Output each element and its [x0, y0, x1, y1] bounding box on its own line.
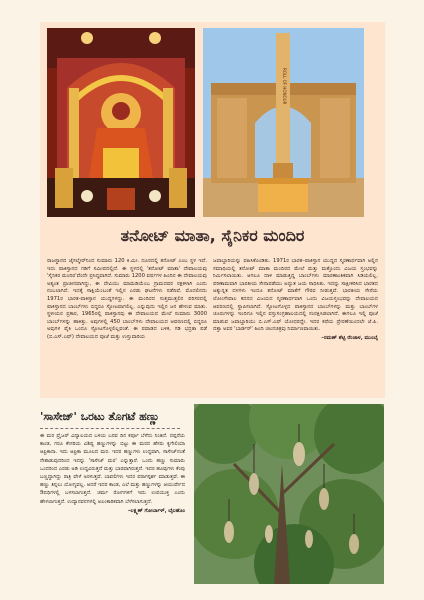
memorial-gate-photo [203, 28, 364, 217]
sausage-tree-body [40, 432, 185, 515]
article-left-column [47, 258, 207, 342]
sausage-tree-title [40, 410, 180, 428]
article-left-text: ರಾಜಸ್ಥಾನದ ಜೈಸಲ್ಮೇರ್‌ನಿಂದ ಸುಮಾರು 120 ಕಿ.ಮೀ. ದೂರದಲ್ಲಿ ತನೋಟ್ ಎಂಬ ಸ್ಥಳ ಇದೆ. ಇದು ಪಾಕಿಸ್ತಾನದ ಗಡಿಗೆ ಸಮೀಪದಲ್ಲಿದೆ. ಈ ಸ್ಥಳದಲ್ಲಿ 'ತನೋಟ್ ಮಾತಾ' ದೇವಾಲಯವು 'ಸೈನಿಕರ ಮಂದಿರ'ವೆಂದೇ ಪ್ರಸಿದ್ಧವಾಗಿದೆ. ಸುಮಾರು 1200 ವರ್ಷಗಳ ಹಿಂದಿನ ಈ ದೇವಾಲಯವು ಅತ್ಯಂತ ಪ್ರಾಚೀನವಾಗಿದ್ದು, ಈ ದೇವಿಯು ಮಾಮಡಿಯೆಂಬ ಗ್ರಾಮದವರ ರಕ್ಷಕಳಾಗಿ ಎಂದು ನಂಬಲಾಗಿದೆ. ಇದಕ್ಕೆ ಸಾಕ್ಷಿಯೆಂಬಂತೆ ಇಲ್ಲಿನ ಎರಡು ಘಟನೆಗಳು ನಡೆದಿವೆ. ಮೊದಲಿನದು 1971ರ ಭಾರತ-ಪಾಕಿಸ್ತಾನ ಯುದ್ಧಗಳದ್ದು. ಈ ಮಂದಿರದ ಸುತ್ತಮುತ್ತಲಿನ ಪರಿಸರದಲ್ಲಿ ಪಾಕಿಸ್ತಾನದ ಬಾಂಬ್‌ಗಳು ಬಿದ್ದರೂ ಸ್ಫೋಟವಾಗಲಿಲ್ಲ. ಎನ್ನುವುದು ಇಲ್ಲಿನ ಜನ ಹೇಳುವ ಮಾತು. ಸ್ಥಳೀಯರ ಪ್ರಕಾರ, 1965ರಲ್ಲಿ ಪಾಕಿಸ್ತಾನವು ಈ ದೇವಾಲಯದ ಮೇಲೆ ಸುಮಾರು 3000 ಬಾಂಬ್‌ಗಳನ್ನು ಹಾಕಿತ್ತು. ಅವುಗಳಲ್ಲಿ 450 ಬಾಂಬ್‌ಗಳು ದೇವಾಲಯದ ಆವರಣದಲ್ಲಿ ಬಿದ್ದರೂ ಅವುಗಳ ಪೈಕಿ ಒಂದೂ ಸ್ಫೋಟಗೊಳ್ಳಲಿಲ್ಲವಂತೆ. ಈ ಪವಾಡದ ಬಳಿಕ, ಗಡಿ ಭದ್ರತಾ ಪಡೆ (ಬಿ.ಎಸ್.ಎಫ್) ದೇವಾಲಯದ ಪೂಜೆ ಮತ್ತು ಉಸ್ತುವಾರಿಯ [47, 258, 207, 340]
sausage-tree-credit: –ಲಕ್ಷ್ಮಣ್ ಗೋರ್ಬಾಳ್, ಬೈಲಹೊಂ [127, 507, 185, 514]
article-right-column [213, 258, 378, 343]
memorial-sign-text: ROLL OF HONOUR [282, 68, 287, 105]
article-right-text: ಜವಾಬ್ದಾರಿಯನ್ನು ವಹಿಸಿಕೊಂಡಿತು. 1971ರ ಭಾರತ–ಪಾಕಿಸ್ತಾನ ಯುದ್ಧದ ಸ್ಮರಣಾರ್ಥವಾಗಿ ಅಲ್ಲಿನ ಸಮಾಧಿಯಲ್ಲಿ ತನೋಟ್ ಮಾತಾ ಮಂದಿರದ ಮೇಲೆ ಮತ್ತು ಮತ್ತೊಂದು ವಿಜಯ ಸ್ತಂಭವನ್ನು ನಿರ್ಮಿಸಲಾಯಿತು. ಆಗಲೂ ದಾಳಿ ಮಾಡುತ್ತಿದ್ದ ಬಾಂಬ್‌ಗಳು ಮಾರಣಾಂತಿಕವಾಗಿ ಸಿಡಿಯಲಿಲ್ಲ. ಪರಿಣಾಮವಾಗಿ ಭಾರತೀಯ ಸೇನಾಪಡೆಯು ಅದ್ಭುತ ಜಯ ಸಾಧಿಸಿತು. ಇದನ್ನು ಸಾಕ್ಷೀಕರಿಸಿದ ಭಾರತದ ಅತ್ಯುನ್ನತ ದಳಗಳು ಇಂದೂ ತನೋಟ್ ಮಾತೆಗೆ ಗೌರವ ನೀಡುತ್ತವೆ. ಭಾರತೀಯ ಸೇನೆಯ ಲೋಂಗೇವಾಲ ಕದನದ ವಿಜಯದ ಸ್ಮರಣಾರ್ಥವಾಗಿ ಒಂದು ವಿಜಯಸ್ತಂಭವನ್ನು ದೇವಾಲಯದ ಆವರಣದಲ್ಲಿ ಸ್ಥಾಪಿಸಲಾಗಿದೆ. ಸ್ಫೋಟಗೊಳ್ಳದ ಪಾಕಿಸ್ತಾನದ ಬಾಂಬ್‌ಗಳನ್ನು ಮತ್ತು ಬಾಂಬ್‌ಗಳ ಚೂರುಗಳನ್ನು ಇಂದಿಗೂ ಇಲ್ಲಿನ ವಸ್ತುಸಂಗ್ರಹಾಲಯದಲ್ಲಿ ಸಂರಕ್ಷಿಸಿಡಲಾಗಿದೆ. ಈಗಲೂ ಇಲ್ಲಿ ಪೂಜೆ ಮಾಡುವ ಜವಾಬ್ದಾರಿಯು ಬಿ.ಎಸ್.ಎಫ್ ಯೋಧರದ್ದೇ. ಇದರ ಕಥೆಯ ಪ್ರೇರಣೆಯಿಂದಲೇ ಜೆ.ಪಿ. ದತ್ತಾ ಅವರ 'ಬಾರ್ಡರ್' ಹಿಂದಿ ಚಲನಚಿತ್ರವು ನಿರ್ಮಾಣವಾಯಿತು. [213, 258, 378, 333]
title-underline [40, 428, 180, 429]
sausage-tree-title-text: 'ಸಾಸೇಜ್' ಒರಟು ತೊಗಟೆ ಹಣ್ಣು [40, 410, 160, 423]
temple-idol-photo [47, 28, 195, 217]
sausage-tree-text: ಈ ಮರ ಪ್ರೈಜರ್ ವಿದ್ಯಾಲಯದ ಬಳಿಯ ಬನವ ದಿನ ಕರ್ಪೂ ಬೆಳೆದು ನಿಂತಿದೆ. ದಪ್ಪನೆಯ ಕಾಂಡ, ಗರೂ ಕೇಸರಿಯ ವಿಶಿಷ್ಟ ಹಣ್ಣುಗಳನ್ನು ಬಿಟ್ಟು ಈ ಮರದ ಹೆಸರು ಕ್ಯಗೇಲಿಯಾ ಆಫ್ರಿಕಾನಾ. ಇದು ಆಫ್ರಿಕಾ ಮೂಲದ ಮರ. ಇದರ ಹಣ್ಣುಗಳು ಉದ್ದವಾಗಿ, ಸಾಸೇಜ್‌ನಂತೆ ನೇತಾಡುವುದರಿಂದ ಇದನ್ನು 'ಸಾಸೇಜ್ ಮರ' ಎನ್ನುತ್ತಾರೆ. ಒಂದು ಹಣ್ಣು ಸುಮಾರು ಒಂದರಿಂದ ಎರಡು ಅಡಿ ಉದ್ದವಿರುತ್ತದೆ ಮತ್ತು ಭಾರವಾಗಿರುತ್ತದೆ. ಇದರ ಹೂವುಗಳು ಕೆಂಪು ಬಣ್ಣದ್ದಾಗಿದ್ದು ರಾತ್ರಿ ವೇಳೆ ಅರಳುತ್ತವೆ. ಬಾವಲಿಗಳು ಇದರ ಪರಾಗಸ್ಪರ್ಶ ಮಾಡುತ್ತವೆ. ಈ ಹಣ್ಣು ತಿನ್ನಲು ಯೋಗ್ಯವಲ್ಲ. ಆದರೆ ಇದರ ಕಾಂಡ, ಎಲೆ ಮತ್ತು ಹಣ್ಣುಗಳನ್ನು ಆಯುರ್ವೇದ ಔಷಧಿಗಳಲ್ಲಿ ಬಳಸಲಾಗುತ್ತದೆ. ಚರ್ಮ ರೋಗಗಳಿಗೆ ಇದು ಉಪಯುಕ್ತ ಎಂದು ಹೇಳಲಾಗುತ್ತದೆ. ಉದ್ಯಾನವನಗಳಲ್ಲಿ ಅಲಂಕಾರಿಕವಾಗಿ ಬೆಳೆಸಲಾಗುತ್ತದೆ. [40, 433, 185, 505]
article-credit: –ರಮಣ್ ಶೆಟ್ಟಿ ರೆಂಜಾಳ, ಮುಂಬೈ [321, 334, 378, 341]
article-title: ತನೋಟ್ ಮಾತಾ, ಸೈನಿಕರ ಮಂದಿರ [120, 226, 305, 245]
sausage-tree-photo [194, 404, 384, 584]
